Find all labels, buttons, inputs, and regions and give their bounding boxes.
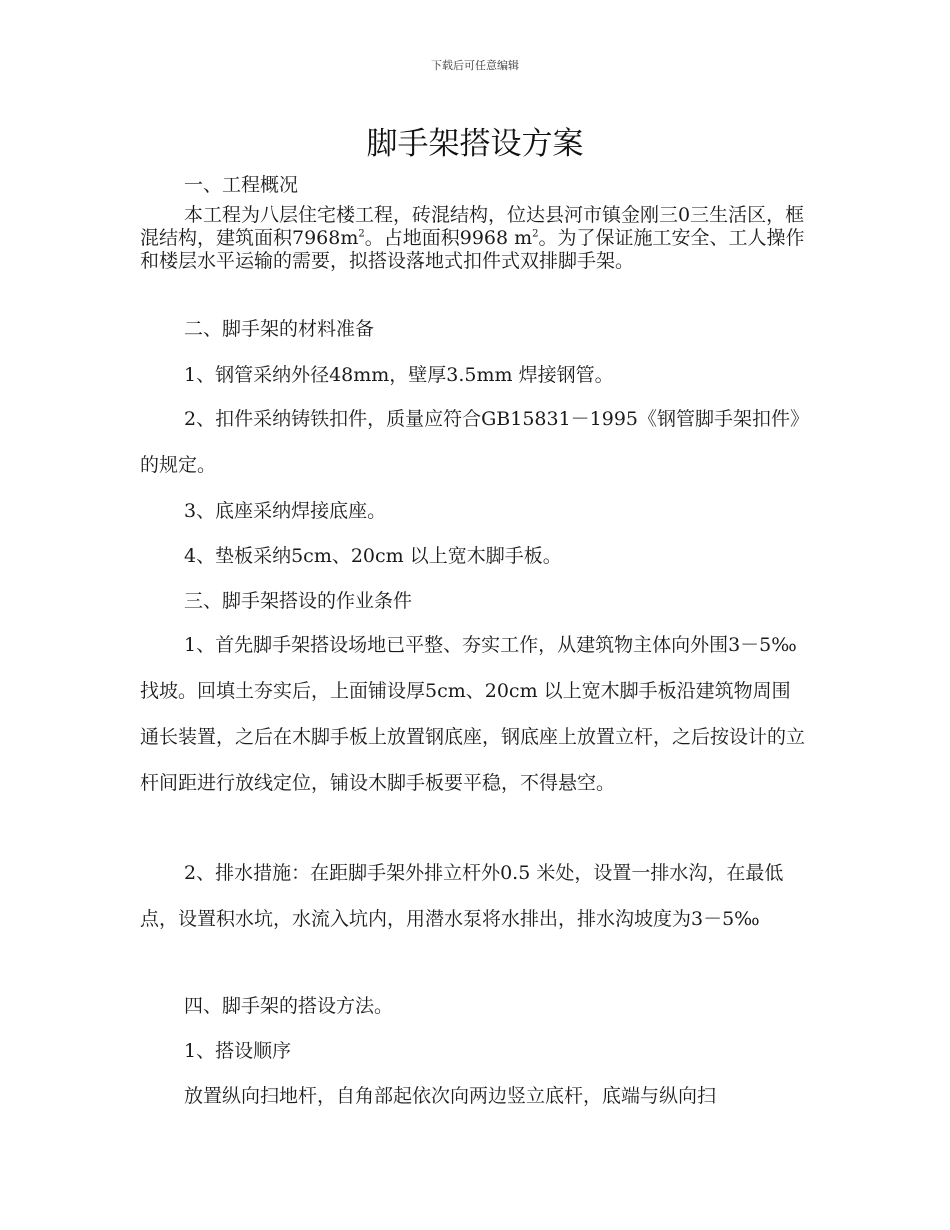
section-2-heading: 二、脚手架的材料准备	[184, 318, 375, 340]
section-4-heading: 四、脚手架的搭设方法。	[184, 995, 394, 1017]
document-title: 脚手架搭设方案	[366, 126, 584, 162]
section-1-paragraph	[140, 204, 805, 273]
section-2-item-4: 4、垫板采纳5cm、20cm 以上宽木脚手板。	[184, 545, 562, 567]
paragraph-text-part: 。占地面积9968 m	[364, 227, 533, 249]
section-2-item-3: 3、底座采纳焊接底座。	[184, 500, 387, 522]
section-3-paragraph-1: 1、首先脚手架搭设场地已平整、夯实工作，从建筑物主体向外围3－5‰找坡。回填土夯实后，上面铺设厚5cm、20cm 以上宽木脚手板沿建筑物周围通长装置，之后在木脚手板上放置钢底座，钢底座上放置立杆，之后按设计的立杆间距进行放线定位，铺设木脚手板要平稳，不得悬空。	[140, 634, 806, 794]
section-2-item-2: 2、扣件采纳铸铁扣件，质量应符合GB15831－1995《钢管脚手架扣件》的规定。	[140, 408, 800, 476]
section-4-paragraph-1: 放置纵向扫地杆，自角部起依次向两边竖立底杆，底端与纵向扫	[184, 1085, 717, 1107]
superscript-2: 2	[532, 228, 539, 240]
superscript-2: 2	[358, 228, 365, 240]
page-header-note: 下载后可任意编辑	[431, 59, 519, 72]
section-4-item-1: 1、搭设顺序	[184, 1040, 292, 1062]
section-1-heading: 一、工程概况	[184, 174, 299, 196]
paragraph-text-part: 。为了保证施工安全、工人操作和楼层水平运输的需要，拟搭设落地式扣件式双排脚手架。	[140, 227, 805, 272]
paragraph-text-part: 本工程为八层住宅楼工程，砖混结构，位达县河市镇金刚三0三生活区，框混结构，建筑面积7968m	[140, 204, 805, 249]
section-2-item-1: 1、钢管采纳外径48mm，壁厚3.5mm 焊接钢管。	[184, 364, 614, 386]
section-3-heading: 三、脚手架搭设的作业条件	[184, 590, 413, 612]
section-3-paragraph-2: 2、排水措施：在距脚手架外排立杆外0.5 米处，设置一排水沟，在最低点，设置积水坑，水流入坑内，用潜水泵将水排出，排水沟坡度为3－5‰	[140, 862, 784, 930]
